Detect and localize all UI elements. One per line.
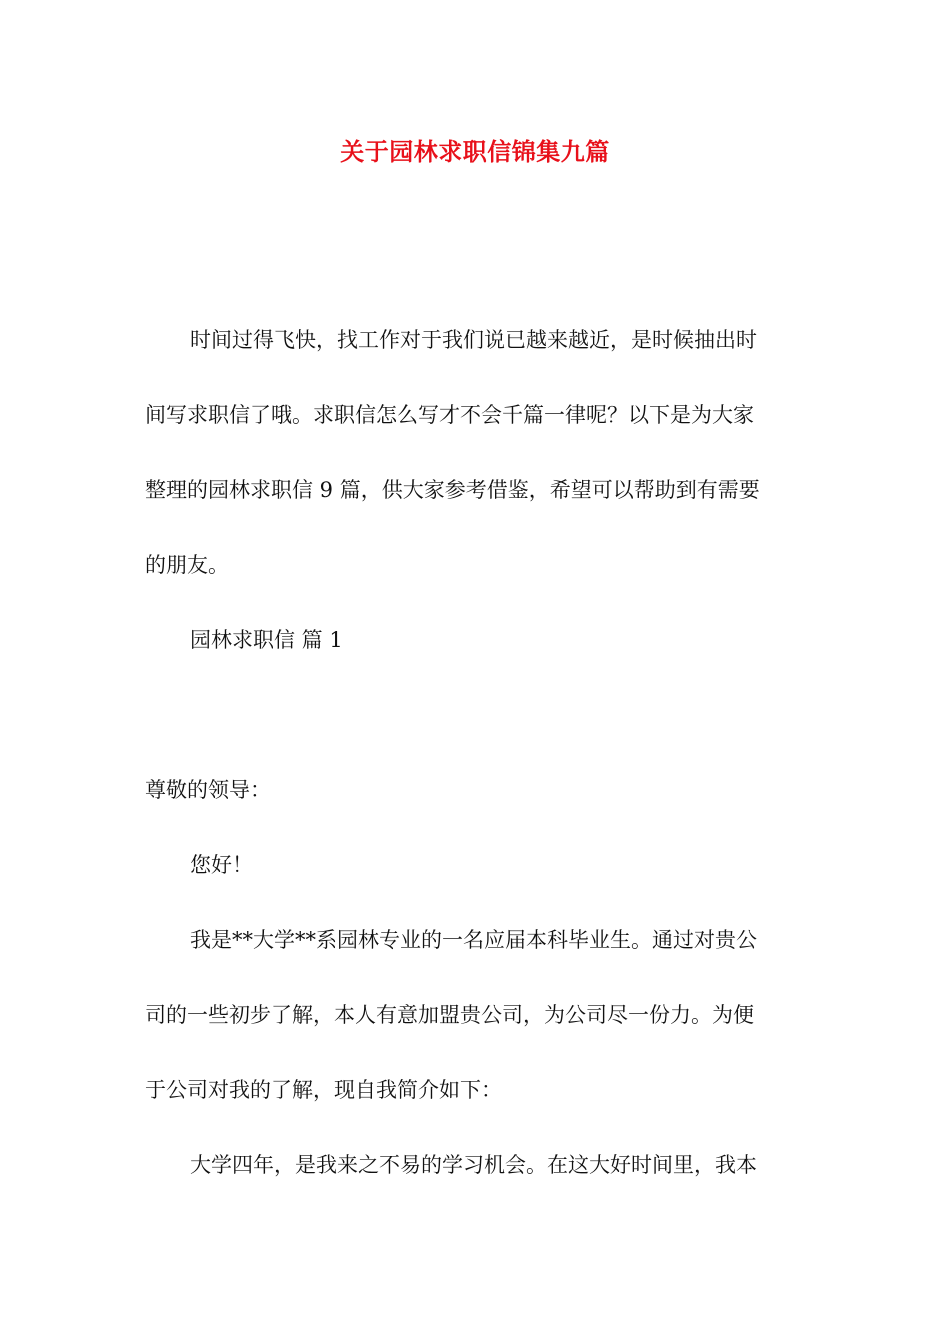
body-line-1: 时间过得飞快，找工作对于我们说已越来越近，是时候抽出时 (190, 328, 757, 352)
document-title: 关于园林求职信锦集九篇 (340, 137, 610, 166)
salutation: 尊敬的领导： (145, 778, 271, 802)
body-line-7: 于公司对我的了解，现自我简介如下： (145, 1078, 502, 1102)
body-line-3: 整理的园林求职信 9 篇，供大家参考借鉴，希望可以帮助到有需要 (145, 478, 760, 502)
body-line-4: 的朋友。 (145, 553, 229, 577)
body-line-5: 我是**大学**系园林专业的一名应届本科毕业生。通过对贵公 (190, 928, 757, 952)
body-line-8: 大学四年，是我来之不易的学习机会。在这大好时间里，我本 (190, 1153, 757, 1177)
greeting: 您好！ (190, 853, 253, 877)
body-line-6: 司的一些初步了解，本人有意加盟贵公司，为公司尽一份力。为便 (145, 1003, 754, 1027)
body-line-2: 间写求职信了哦。求职信怎么写才不会千篇一律呢？以下是为大家 (145, 403, 754, 427)
section-heading: 园林求职信 篇 1 (190, 628, 343, 652)
